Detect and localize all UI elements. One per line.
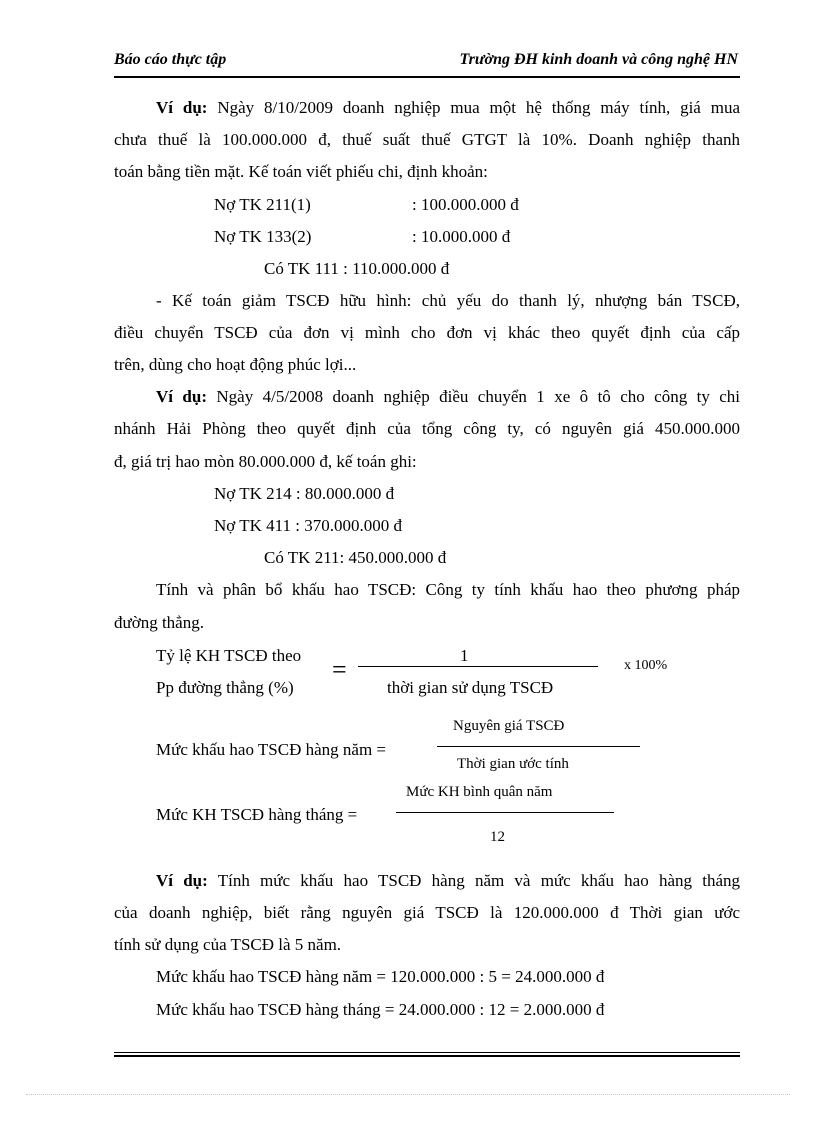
ex3-line1: Ví dụ: Tính mức khấu hao TSCĐ hàng năm và mức khấu hao hàng tháng <box>156 871 740 890</box>
ex2-entry2: Nợ TK 411 : 370.000.000 đ <box>214 516 402 535</box>
formula3-lhs: Mức KH TSCĐ hàng tháng = <box>156 805 358 824</box>
header-rule <box>114 76 740 78</box>
ex1-line3: toán bằng tiền mặt. Kế toán viết phiếu chi, định khoản: <box>114 162 488 181</box>
formula1-multiplier: x 100% <box>624 658 668 673</box>
ex1-entry1-amount: : 100.000.000 đ <box>412 195 519 214</box>
ex3-line3: tính sử dụng của TSCĐ là 5 năm. <box>114 935 342 954</box>
formula2-lhs: Mức khấu hao TSCĐ hàng năm = <box>156 740 387 759</box>
formula3-fraction-bar <box>396 812 614 813</box>
formula1-fraction-bar <box>358 666 598 667</box>
ex1-label: Ví dụ: <box>156 98 208 117</box>
decrease-line2: điều chuyển TSCĐ của đơn vị mình cho đơn vị khác theo quyết định của cấp <box>114 323 740 342</box>
ex2-line1: Ví dụ: Ngày 4/5/2008 doanh nghiệp điều chuyển 1 xe ô tô cho công ty chi <box>156 387 741 406</box>
ex1-line1: Ví dụ: Ngày 8/10/2009 doanh nghiệp mua một hệ thống máy tính, giá mua <box>156 98 740 117</box>
header-right: Trường ĐH kinh doanh và công nghệ HN <box>459 51 738 68</box>
depreciation-line1: Tính và phân bổ khấu hao TSCĐ: Công ty tính khấu hao theo phương pháp <box>156 580 740 599</box>
page-bottom-dotted-line <box>26 1094 790 1095</box>
ex2-line3: đ, giá trị hao mòn 80.000.000 đ, kế toán ghi: <box>114 452 417 471</box>
depreciation-line2: đường thẳng. <box>114 613 204 632</box>
ex1-line2: chưa thuế là 100.000.000 đ, thuế suất thuế GTGT là 10%. Doanh nghiệp thanh <box>114 130 740 149</box>
ex2-label: Ví dụ: <box>156 387 207 406</box>
ex1-entry2-amount: : 10.000.000 đ <box>412 227 511 246</box>
formula1-equals: = <box>332 655 347 684</box>
ex3-result2: Mức khấu hao TSCĐ hàng tháng = 24.000.000 : 12 = 2.000.000 đ <box>156 1000 605 1019</box>
ex1-entry3: Có TK 111 : 110.000.000 đ <box>264 259 450 278</box>
ex3-line2: của doanh nghiệp, biết rằng nguyên giá TSCĐ là 120.000.000 đ Thời gian ước <box>114 903 740 922</box>
ex3-result1: Mức khấu hao TSCĐ hàng năm = 120.000.000 : 5 = 24.000.000 đ <box>156 967 605 986</box>
ex1-entry2-account: Nợ TK 133(2) <box>214 227 312 246</box>
decrease-line3: trên, dùng cho hoạt động phúc lợi... <box>114 355 357 374</box>
footer-rule-top <box>114 1052 740 1053</box>
formula2-denominator: Thời gian ước tính <box>457 756 569 772</box>
formula3-numerator: Mức KH bình quân năm <box>406 784 553 800</box>
decrease-line1: - Kế toán giảm TSCĐ hữu hình: chủ yếu do thanh lý, nhượng bán TSCĐ, <box>156 291 740 310</box>
formula1-lhs-line2: Pp đường thẳng (%) <box>156 678 294 697</box>
formula1-numerator: 1 <box>460 646 469 665</box>
header-left: Báo cáo thực tập <box>114 51 227 68</box>
formula2-numerator: Nguyên giá TSCĐ <box>453 718 565 734</box>
formula2-fraction-bar <box>437 746 640 747</box>
formula1-denominator: thời gian sử dụng TSCĐ <box>387 678 554 697</box>
footer-rule-bottom <box>114 1055 740 1057</box>
ex2-line2: nhánh Hải Phòng theo quyết định của tổng công ty, có nguyên giá 450.000.000 <box>114 419 740 438</box>
formula3-denominator: 12 <box>490 829 505 845</box>
ex2-entry3: Có TK 211: 450.000.000 đ <box>264 548 447 567</box>
ex1-entry1-account: Nợ TK 211(1) <box>214 195 311 214</box>
ex3-label: Ví dụ: <box>156 871 208 890</box>
formula1-lhs-line1: Tỷ lệ KH TSCĐ theo <box>156 646 302 665</box>
ex2-entry1: Nợ TK 214 : 80.000.000 đ <box>214 484 395 503</box>
